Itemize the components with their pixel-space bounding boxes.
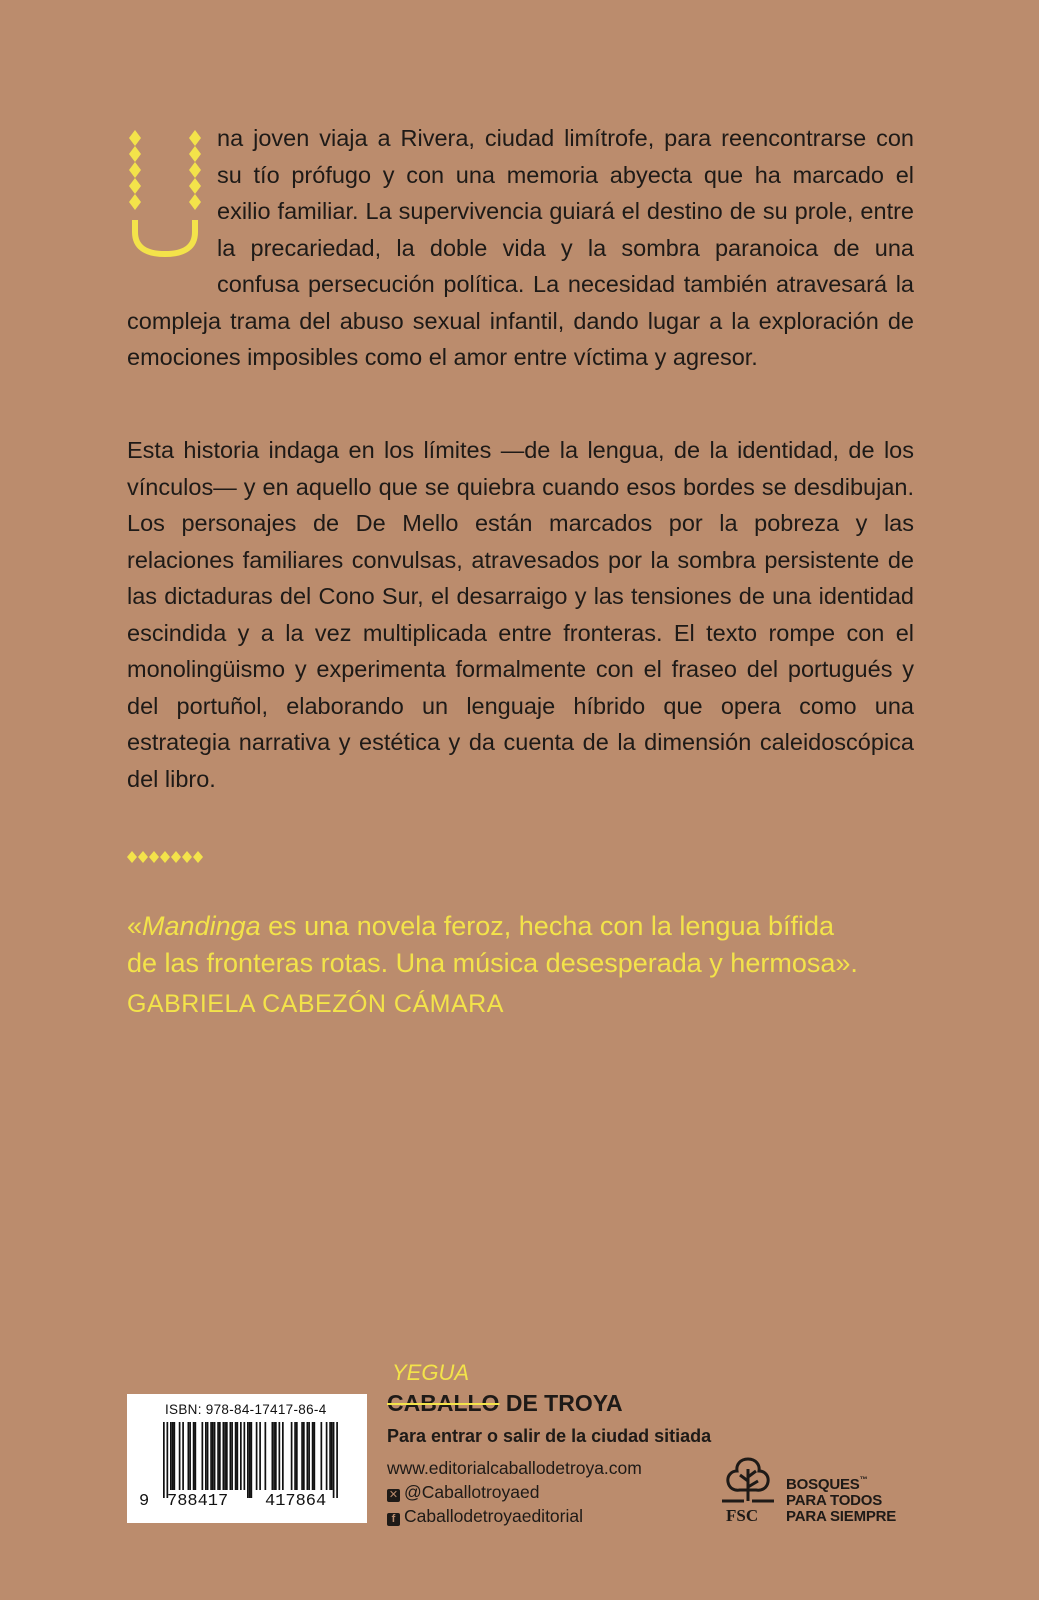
dropcap-u-ornament xyxy=(127,128,207,268)
barcode-icon xyxy=(127,1394,367,1523)
quote-book-title: Mandinga xyxy=(142,911,261,941)
fsc-slogan-line3: PARA SIEMPRE xyxy=(786,1508,897,1525)
separator-diamond xyxy=(149,851,159,863)
x-handle: @Caballotroyaed xyxy=(404,1482,540,1502)
imprint-rest: DE TROYA xyxy=(499,1390,623,1416)
fsc-slogan-line1: BOSQUES xyxy=(786,1476,860,1493)
publisher-x-account[interactable] xyxy=(387,1482,539,1503)
fsc-tree-icon xyxy=(718,1455,778,1505)
publisher-facebook-account[interactable] xyxy=(387,1506,583,1527)
facebook-icon: f xyxy=(387,1513,400,1526)
publisher-website[interactable]: www.editorialcaballodetroya.com xyxy=(387,1458,642,1478)
imprint-struck-word: CABALLO xyxy=(387,1390,500,1416)
blurb-paragraph-1-text: na joven viaja a Rivera, ciudad limítrofe, para reencontrarse con su tío prófugo y con una memoria abyecta que ha marcado el exilio familiar. La supervivencia guiará el destino de su prole, entre la precariedad, la doble vida y la sombra paranoica de una confusa persecución política. La necesidad también atravesará la compleja trama del abuso sexual infantil, dando lugar a la exploración de emociones imposibles como el amor entre víctima y agresor. xyxy=(127,125,914,370)
diamond-separator xyxy=(127,848,207,866)
quote-line2: de las fronteras rotas. Una música desesperada y hermosa». xyxy=(127,947,858,978)
quote-author: GABRIELA CABEZÓN CÁMARA xyxy=(127,990,504,1018)
barcode-digits-right: 417864 xyxy=(265,1492,327,1511)
review-quote xyxy=(127,908,927,981)
separator-diamond xyxy=(127,851,137,863)
publisher-tagline: Para entrar o salir de la ciudad sitiada xyxy=(387,1426,712,1446)
fsc-label: FSC xyxy=(726,1506,759,1525)
separator-diamond xyxy=(193,851,203,863)
isbn-barcode xyxy=(127,1394,367,1523)
separator-diamond xyxy=(182,851,192,863)
imprint-alt-handwritten: YEGUA xyxy=(392,1360,470,1385)
isbn-label: ISBN: 978-84-17417-86-4 xyxy=(165,1402,327,1417)
quote-line1-rest: es una novela feroz, hecha con la lengua bífida xyxy=(260,911,835,941)
x-logo-icon: ✕ xyxy=(388,1489,399,1501)
fsc-slogan xyxy=(786,1472,896,1525)
barcode-digit-first: 9 xyxy=(139,1492,150,1511)
separator-diamond xyxy=(138,851,148,863)
fsc-trademark: ™ xyxy=(859,1475,868,1484)
blurb-paragraph-1 xyxy=(127,120,914,376)
quote-open-mark: « xyxy=(127,911,143,941)
barcode-digits-left: 788417 xyxy=(167,1492,229,1511)
separator-diamond xyxy=(171,851,181,863)
facebook-handle: Caballodetroyaeditorial xyxy=(404,1506,583,1526)
publisher-imprint xyxy=(387,1390,623,1417)
separator-diamond xyxy=(160,851,170,863)
blurb-paragraph-2: Esta historia indaga en los límites —de la lengua, de la identidad, de los vínculos— y en aquello que se quiebra cuando esos bordes se desdibujan. Los personajes de De Mello están marcados por la pobreza y las relaciones familiares convulsas, atravesados por la sombra persistente de las dictaduras del Cono Sur, el desarraigo y las tensiones de una identidad escindida y a la vez multiplicada entre fronteras. El texto rompe con el monolingüismo y experimenta formalmente con el fraseo del portugués y del portuñol, elaborando un lenguaje híbrido que opera como una estrategia narrativa y estética y da cuenta de la dimensión caleidoscópica del libro. xyxy=(127,437,914,792)
fsc-slogan-line2: PARA TODOS xyxy=(786,1492,883,1509)
